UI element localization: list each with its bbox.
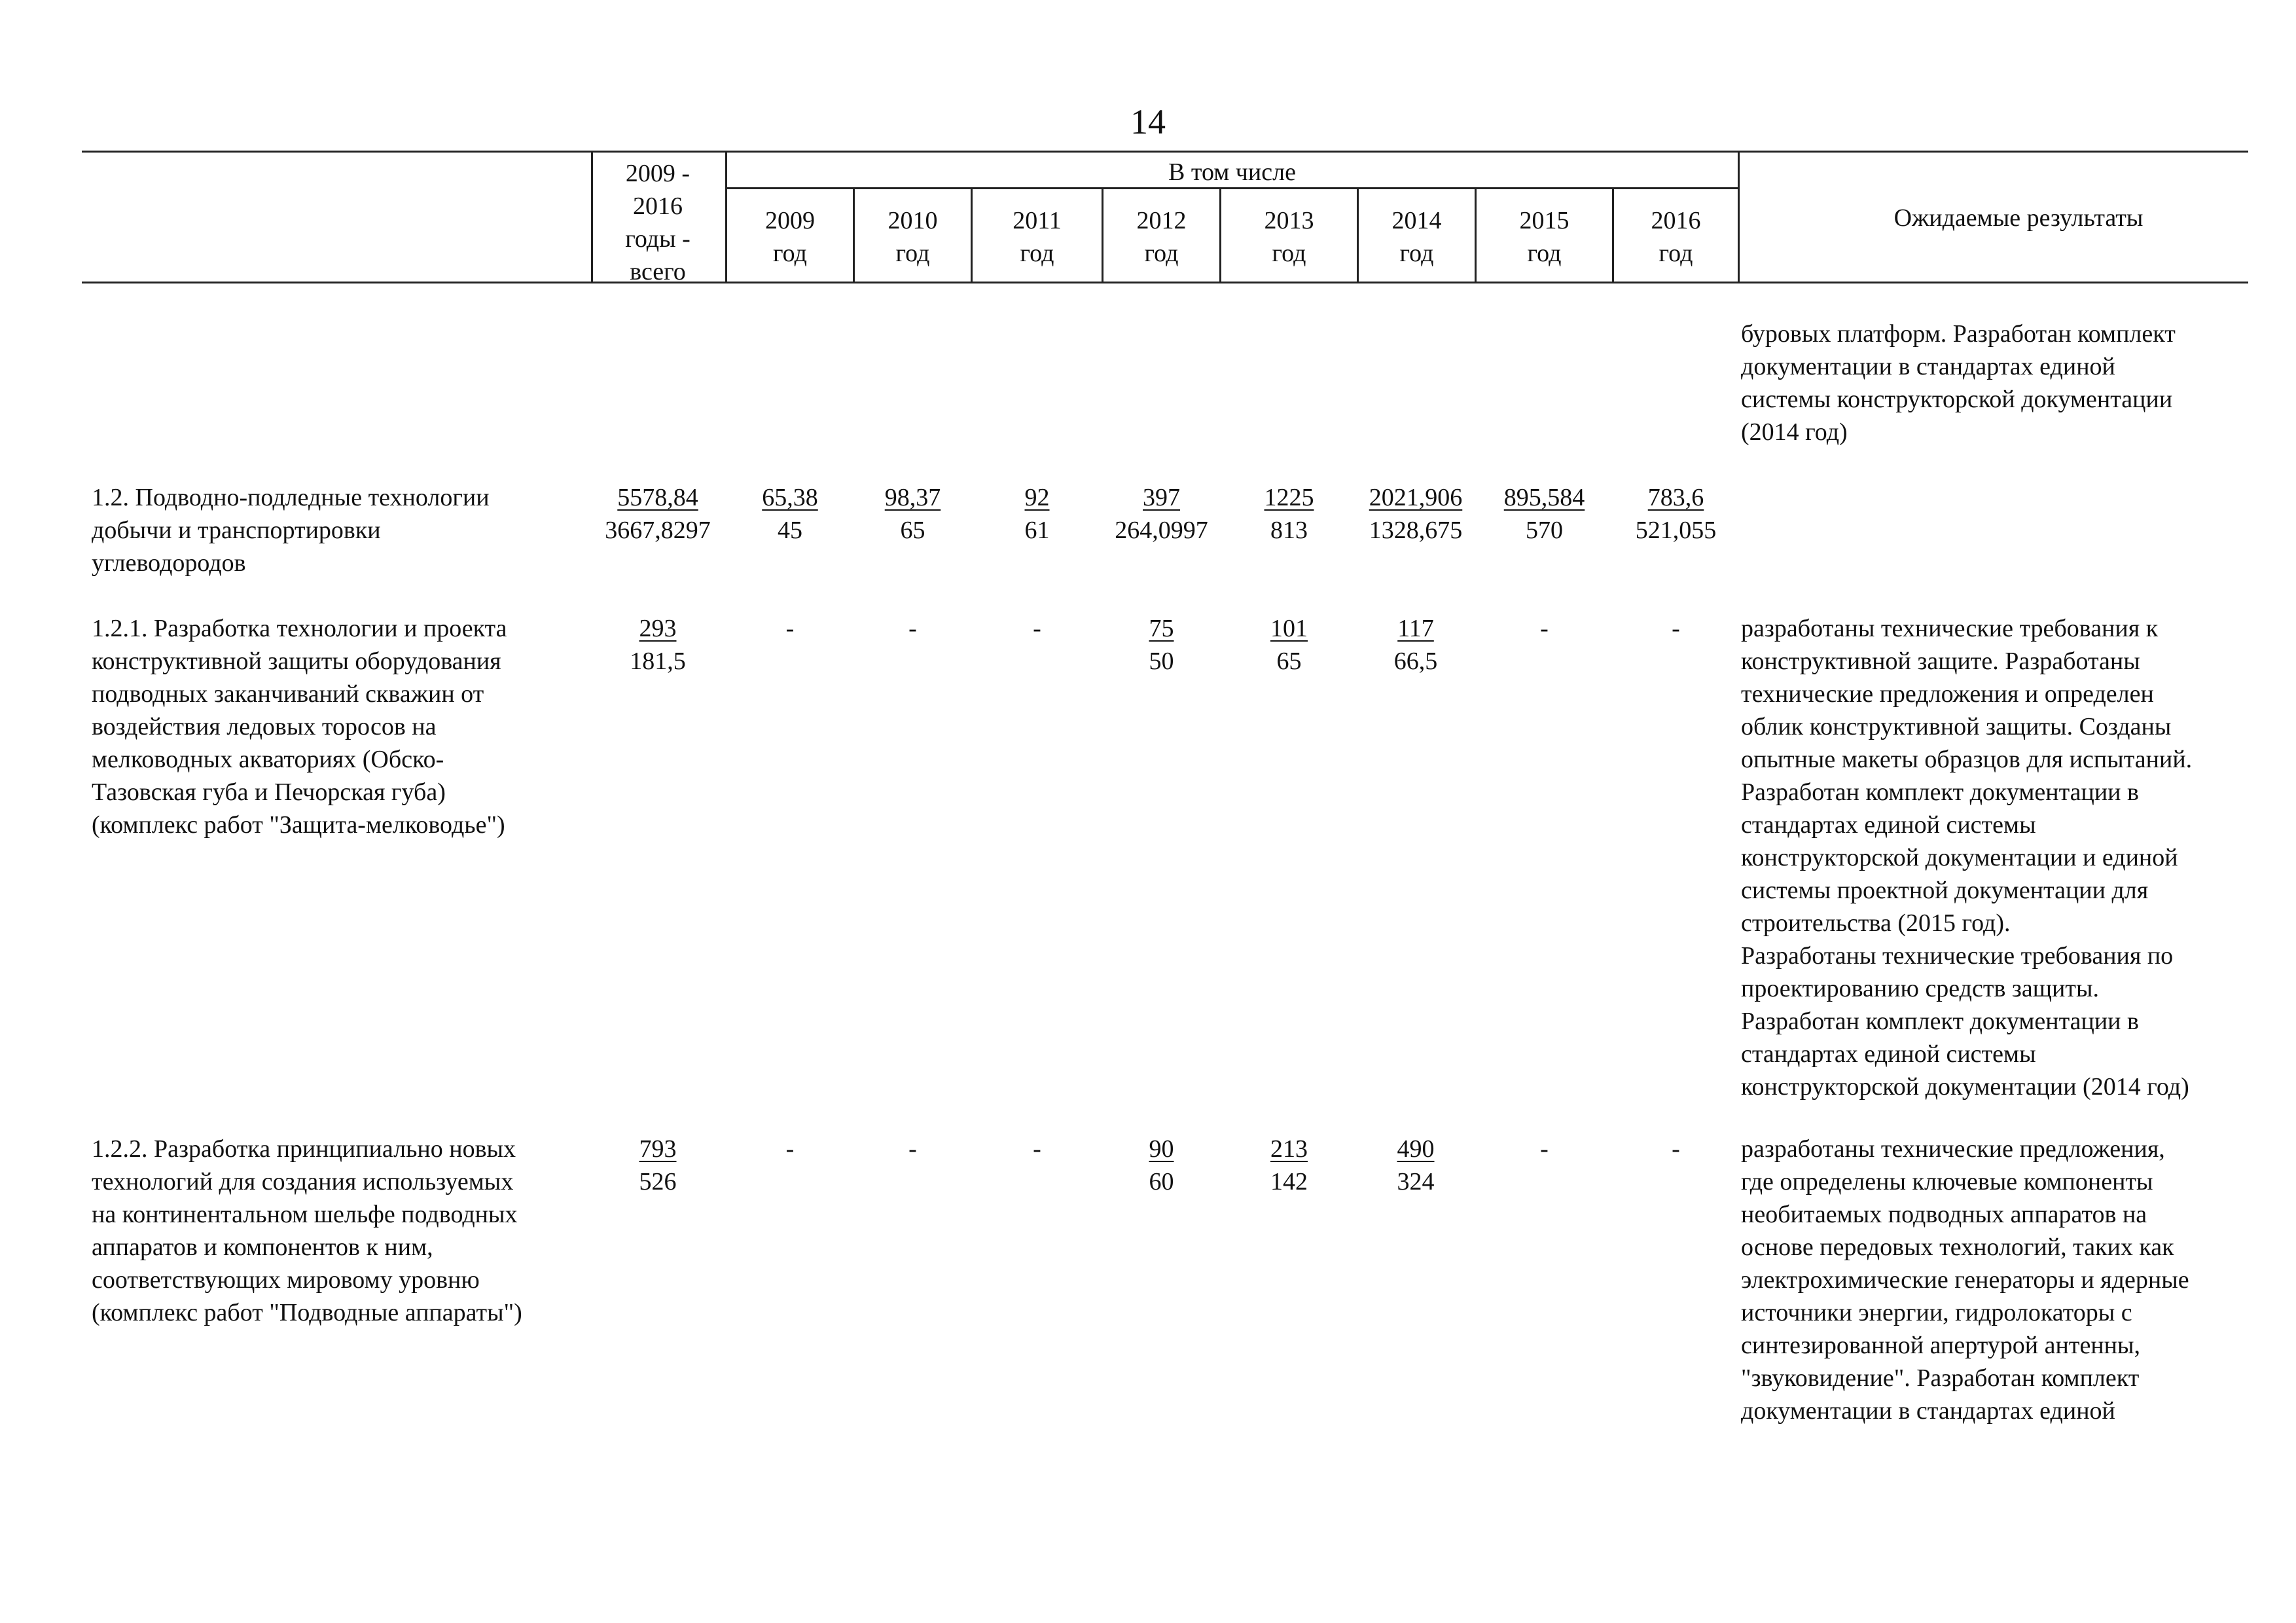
header-year-number: 2009 xyxy=(765,207,815,234)
header-year-unit: год xyxy=(1659,240,1693,267)
result-line: системы конструкторской документации xyxy=(1741,386,2173,413)
total-subvalue: 181,5 xyxy=(630,647,686,675)
year-value: 895,584 xyxy=(1503,484,1585,511)
year-subvalue: 65 xyxy=(900,517,925,544)
header-year-2015 xyxy=(1477,204,1612,270)
header-year-2010 xyxy=(855,204,971,270)
year-value: - xyxy=(908,1135,917,1163)
result-line: конструктивной защите. Разработаны xyxy=(1741,647,2140,675)
header-year-number: 2016 xyxy=(1651,207,1701,234)
header-year-2016 xyxy=(1614,204,1738,270)
total-subvalue: 3667,8297 xyxy=(605,517,711,544)
year-cell-2014 xyxy=(1347,1133,1484,1198)
year-value: 783,6 xyxy=(1647,484,1704,511)
header-year-number: 2010 xyxy=(888,207,938,234)
year-cell-2013 xyxy=(1221,481,1357,547)
year-subvalue: 66,5 xyxy=(1393,647,1438,675)
year-cell-2012 xyxy=(1097,481,1226,547)
year-value: 117 xyxy=(1397,615,1434,642)
header-year-number: 2013 xyxy=(1264,207,1314,234)
result-line: облик конструктивной защиты. Созданы xyxy=(1741,713,2172,740)
year-cell-2014 xyxy=(1347,612,1484,678)
label-line: (комплекс работ "Защита-мелководье") xyxy=(92,811,505,839)
result-line: основе передовых технологий, таких как xyxy=(1741,1233,2174,1261)
result-line: "звуковидение". Разработан комплект xyxy=(1741,1364,2140,1392)
year-subvalue: 61 xyxy=(1024,517,1050,544)
result-line: (2014 год) xyxy=(1741,418,1848,446)
year-value: 90 xyxy=(1149,1135,1174,1163)
result-line: конструкторской документации (2014 год) xyxy=(1741,1073,2189,1101)
year-subvalue: 65 xyxy=(1276,647,1302,675)
row-result xyxy=(1741,1133,2278,1427)
header-total-line: всего xyxy=(630,258,686,285)
result-line: строительства (2015 год). xyxy=(1741,909,2011,937)
year-subvalue: 60 xyxy=(1149,1168,1174,1195)
total-value: 293 xyxy=(639,615,677,642)
year-value: - xyxy=(1672,1135,1680,1163)
header-year-number: 2011 xyxy=(1013,207,1062,234)
header-year-unit: год xyxy=(1272,240,1306,267)
header-year-number: 2014 xyxy=(1391,207,1442,234)
total-cell xyxy=(586,481,730,547)
result-line: электрохимические генераторы и ядерные xyxy=(1741,1266,2189,1294)
header-year-number: 2015 xyxy=(1519,207,1570,234)
total-subvalue: 526 xyxy=(639,1168,677,1195)
row-label xyxy=(92,481,589,579)
year-cell-2011 xyxy=(973,612,1102,645)
year-subvalue: 50 xyxy=(1149,647,1174,675)
row-label xyxy=(92,1133,589,1329)
header-year-2012 xyxy=(1103,204,1219,270)
total-value: 5578,84 xyxy=(617,484,698,511)
result-line: разработаны технические предложения, xyxy=(1741,1135,2165,1163)
result-line: Разработан комплект документации в xyxy=(1741,1008,2139,1035)
year-subvalue: 521,055 xyxy=(1635,517,1717,544)
year-cell-2015 xyxy=(1477,1133,1612,1165)
label-line: 1.2. Подводно-подледные технологии xyxy=(92,484,490,511)
year-value: - xyxy=(1672,615,1680,642)
result-line: разработаны технические требования к xyxy=(1741,615,2159,642)
header-year-2013 xyxy=(1221,204,1357,270)
header-year-unit: год xyxy=(1399,240,1434,267)
result-line: системы проектной документации для xyxy=(1741,877,2149,904)
year-cell-2016 xyxy=(1614,1133,1738,1165)
year-cell-2012 xyxy=(1097,1133,1226,1198)
year-value: 101 xyxy=(1270,615,1308,642)
year-value: - xyxy=(1540,1135,1549,1163)
label-line: 1.2.1. Разработка технологии и проекта xyxy=(92,615,507,642)
header-year-unit: год xyxy=(1144,240,1179,267)
year-subvalue: 45 xyxy=(778,517,802,544)
year-value: - xyxy=(785,1135,795,1163)
result-line: где определены ключевые компоненты xyxy=(1741,1168,2153,1195)
year-subvalue: 570 xyxy=(1526,517,1563,544)
header-year-2014 xyxy=(1359,204,1475,270)
year-value: 92 xyxy=(1024,484,1050,511)
year-cell-2013 xyxy=(1221,612,1357,678)
year-value: 2021,906 xyxy=(1369,484,1463,511)
header-total-period xyxy=(592,157,723,288)
year-subvalue: 264,0997 xyxy=(1115,517,1208,544)
year-cell-2011 xyxy=(973,481,1102,547)
continuation-result xyxy=(1741,318,2278,448)
header-year-2009 xyxy=(727,204,853,270)
year-value: - xyxy=(908,615,917,642)
year-cell-2015 xyxy=(1477,612,1612,645)
header-total-line: 2016 xyxy=(633,192,683,220)
year-value: - xyxy=(1033,1135,1041,1163)
row-result xyxy=(1741,612,2278,1103)
result-line: технические предложения и определен xyxy=(1741,680,2154,708)
label-line: воздействия ледовых торосов на xyxy=(92,713,437,740)
year-value: 75 xyxy=(1149,615,1174,642)
result-line: конструкторской документации и единой xyxy=(1741,844,2178,871)
header-year-unit: год xyxy=(895,240,930,267)
total-cell xyxy=(586,1133,730,1198)
year-value: 65,38 xyxy=(762,484,818,511)
header-year-2011 xyxy=(973,204,1102,270)
year-cell-2010 xyxy=(855,481,971,547)
year-subvalue: 813 xyxy=(1270,517,1308,544)
year-cell-2012 xyxy=(1097,612,1226,678)
result-line: необитаемых подводных аппаратов на xyxy=(1741,1201,2147,1228)
label-line: (комплекс работ "Подводные аппараты") xyxy=(92,1299,522,1326)
result-line: опытные макеты образцов для испытаний. xyxy=(1741,746,2193,773)
year-cell-2009 xyxy=(727,612,853,645)
label-line: мелководных акваториях (Обско- xyxy=(92,746,444,773)
year-cell-2011 xyxy=(973,1133,1102,1165)
label-line: аппаратов и компонентов к ним, xyxy=(92,1233,433,1261)
year-subvalue: 142 xyxy=(1270,1168,1308,1195)
header-year-unit: год xyxy=(773,240,807,267)
header-top-rule xyxy=(82,151,2248,153)
year-value: 490 xyxy=(1397,1135,1435,1163)
label-line: Тазовская губа и Печорская губа) xyxy=(92,778,446,806)
year-cell-2016 xyxy=(1614,612,1738,645)
year-cell-2013 xyxy=(1221,1133,1357,1198)
year-value: - xyxy=(1540,615,1549,642)
label-line: технологий для создания используемых xyxy=(92,1168,514,1195)
col-divider xyxy=(1738,151,1740,282)
year-subvalue: 1328,675 xyxy=(1369,517,1463,544)
result-line: документации в стандартах единой xyxy=(1741,353,2115,380)
page-number: 14 xyxy=(1130,102,1166,141)
result-line: источники энергии, гидролокаторы с xyxy=(1741,1299,2132,1326)
label-line: соответствующих мировому уровню xyxy=(92,1266,480,1294)
result-line: Разработан комплект документации в xyxy=(1741,778,2139,806)
year-value: 213 xyxy=(1270,1135,1308,1163)
result-line: Разработаны технические требования по xyxy=(1741,942,2174,970)
year-value: 397 xyxy=(1143,484,1180,511)
header-expected-results: Ожидаемые результаты xyxy=(1893,204,2144,232)
label-line: подводных заканчиваний скважин от xyxy=(92,680,484,708)
header-total-line: 2009 - xyxy=(625,160,691,187)
year-cell-2010 xyxy=(855,612,971,645)
year-value: - xyxy=(1033,615,1041,642)
year-cell-2010 xyxy=(855,1133,971,1165)
year-value: 98,37 xyxy=(884,484,941,511)
total-value: 793 xyxy=(639,1135,677,1163)
header-year-unit: год xyxy=(1527,240,1562,267)
header-total-line: годы - xyxy=(625,225,691,253)
year-subvalue: 324 xyxy=(1397,1168,1435,1195)
label-line: углеводородов xyxy=(92,549,246,577)
result-line: стандартах единой системы xyxy=(1741,811,2036,839)
label-line: конструктивной защиты оборудования xyxy=(92,647,501,675)
year-cell-2009 xyxy=(727,481,853,547)
year-value: - xyxy=(785,615,795,642)
year-cell-2016 xyxy=(1614,481,1738,547)
result-line: буровых платформ. Разработан комплект xyxy=(1741,320,2176,348)
year-cell-2014 xyxy=(1347,481,1484,547)
year-cell-2009 xyxy=(727,1133,853,1165)
year-value: 1225 xyxy=(1264,484,1314,511)
result-line: стандартах единой системы xyxy=(1741,1040,2036,1068)
total-cell xyxy=(586,612,730,678)
header-bottom-rule xyxy=(82,282,2248,283)
label-line: добычи и транспортировки xyxy=(92,517,381,544)
label-line: 1.2.2. Разработка принципиально новых xyxy=(92,1135,516,1163)
header-including: В том числе xyxy=(1168,158,1296,186)
result-line: проектированию средств защиты. xyxy=(1741,975,2100,1002)
year-cell-2015 xyxy=(1477,481,1612,547)
result-line: синтезированной апертурой антенны, xyxy=(1741,1332,2141,1359)
label-line: на континентальном шельфе подводных xyxy=(92,1201,518,1228)
header-year-unit: год xyxy=(1020,240,1054,267)
result-line: документации в стандартах единой xyxy=(1741,1397,2115,1425)
row-label xyxy=(92,612,589,841)
header-year-number: 2012 xyxy=(1136,207,1187,234)
